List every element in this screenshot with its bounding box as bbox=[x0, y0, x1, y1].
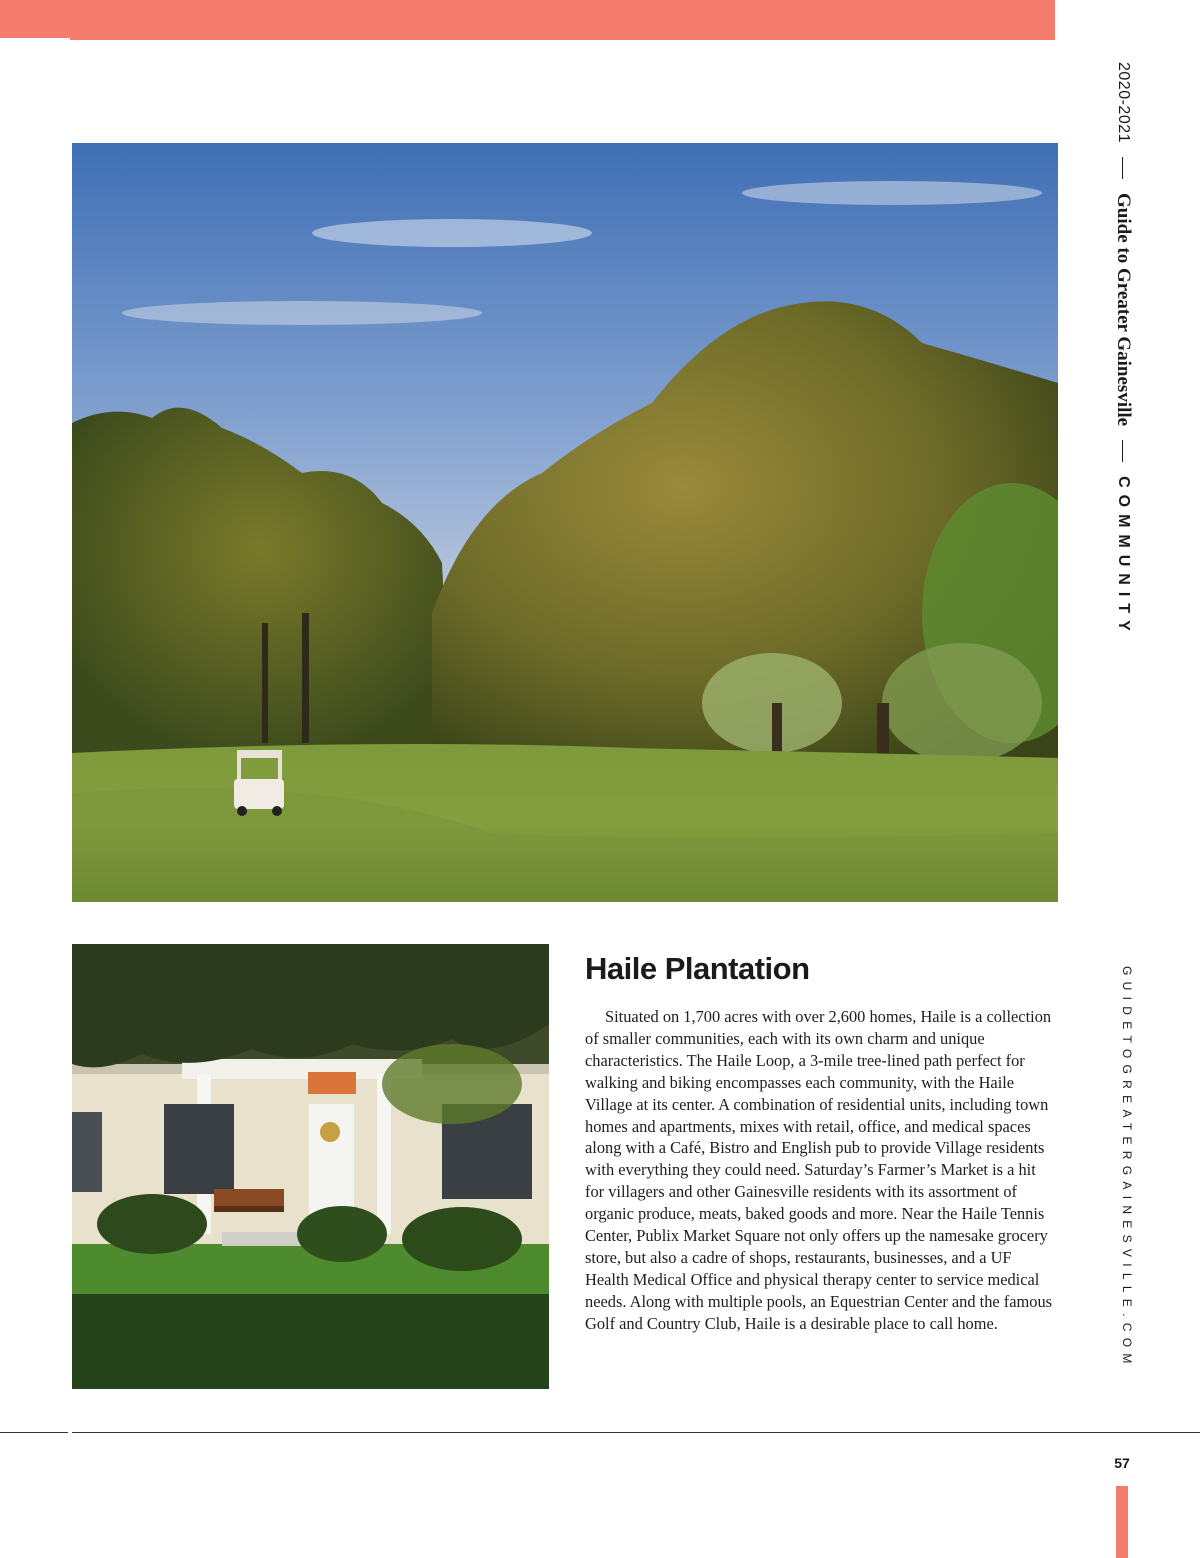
golf-course-photo bbox=[72, 143, 1058, 902]
page-number: 57 bbox=[1114, 1455, 1130, 1471]
sidebar-url bbox=[1112, 966, 1136, 1370]
bottom-accent-tab bbox=[1116, 1486, 1128, 1558]
footer-rule-gap bbox=[68, 1430, 72, 1434]
top-accent-bar bbox=[0, 0, 1055, 40]
top-bar-notch bbox=[0, 38, 70, 41]
sidebar-url-text: GUIDETOGREATERGAINESVILLE.COM bbox=[1120, 966, 1134, 1370]
house-illustration bbox=[72, 944, 549, 1389]
header-guide-title: Guide to Greater Gainesville bbox=[1113, 193, 1134, 427]
footer-rule bbox=[0, 1432, 1200, 1433]
header-section: COMMUNITY bbox=[1115, 476, 1132, 638]
article-body: Situated on 1,700 acres with over 2,600 homes, Haile is a collection of smaller communities, each with its own charm and unique characteristics. The Haile Loop, a 3-mile tree-lined path perfect for walking and biking encompasses each community, with the Haile Village at its center. A combination of residential units, including town homes and apartments, mixes with retail, office, and medical spaces along with a Café, Bistro and English pub to provide Village residents with everything they could need. Saturday’s Farmer’s Market is a hit for villagers and other Gainesville residents with its assortment of organic produce, meats, baked goods and more. Near the Haile Tennis Center, Publix Market Square not only offers up the namesake grocery store, but also a cadre of shops, restaurants, businesses, and a UF Health Medical Office and physical therapy center to service medical needs. Along with multiple pools, an Equestrian Center and the famous Golf and Country Club, Haile is a desirable place to call home. bbox=[585, 1007, 1053, 1333]
article bbox=[585, 948, 1055, 1335]
header-divider bbox=[1123, 440, 1124, 462]
article-title: Haile Plantation bbox=[585, 951, 810, 986]
header-divider bbox=[1123, 157, 1124, 179]
running-header bbox=[1108, 62, 1138, 662]
house-photo bbox=[72, 944, 549, 1389]
golf-course-illustration bbox=[72, 143, 1058, 902]
header-year: 2020-2021 bbox=[1115, 62, 1132, 144]
